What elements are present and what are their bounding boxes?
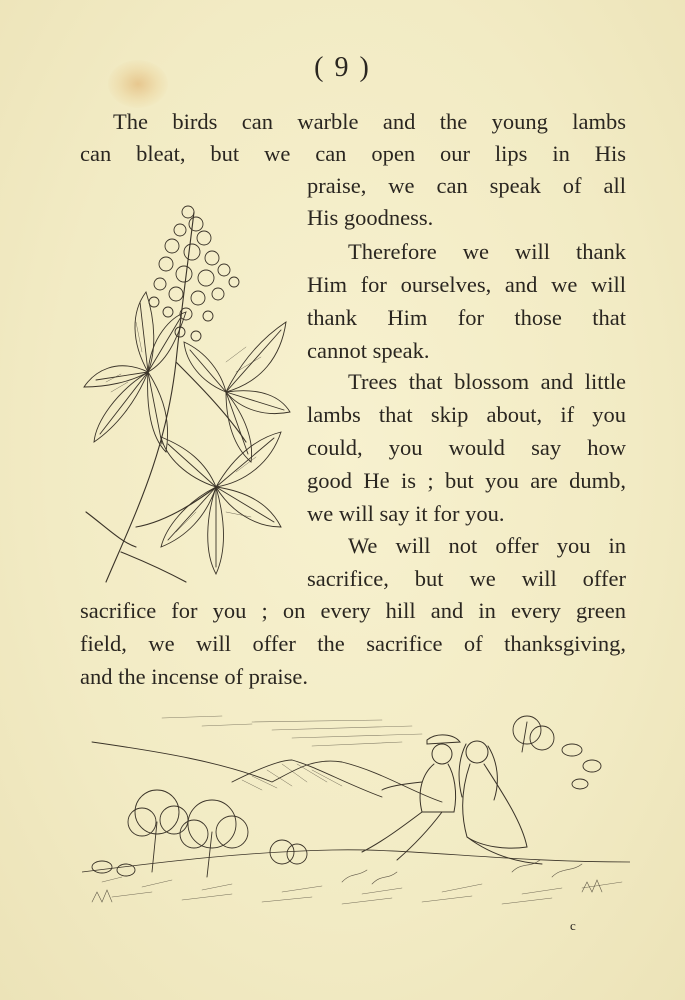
page-number: ( 9 ) [314,52,371,83]
text-line: good He is ; but you are dumb, [307,468,626,493]
text-line: and the incense of praise. [80,664,309,689]
text-line: could, you would say how [307,435,626,460]
horse-chestnut-blossom-illustration [76,182,292,590]
text-line: we will say it for you. [307,501,505,526]
text-line: The birds can warble and the young lambs [113,109,626,134]
text-line: We will not offer you in [348,533,626,558]
signature-mark: c [570,918,576,933]
text-line: sacrifice, but we will offer [307,566,626,591]
children-on-hillside-illustration [82,712,630,912]
text-line: praise, we can speak of all [307,173,626,198]
text-line: Therefore we will thank [348,239,626,264]
text-line: field, we will offer the sacrifice of thanksgiving, [80,631,626,656]
text-line: sacrifice for you ; on every hill and in every green [80,598,626,623]
text-line: can bleat, but we can open our lips in His [80,141,626,166]
text-line: lambs that skip about, if you [307,402,626,427]
text-line: Him for ourselves, and we will [307,272,626,297]
text-line: His goodness. [307,205,434,230]
text-line: thank Him for those that [307,305,626,330]
text-line: cannot speak. [307,338,430,363]
text-line: Trees that blossom and little [348,369,626,394]
